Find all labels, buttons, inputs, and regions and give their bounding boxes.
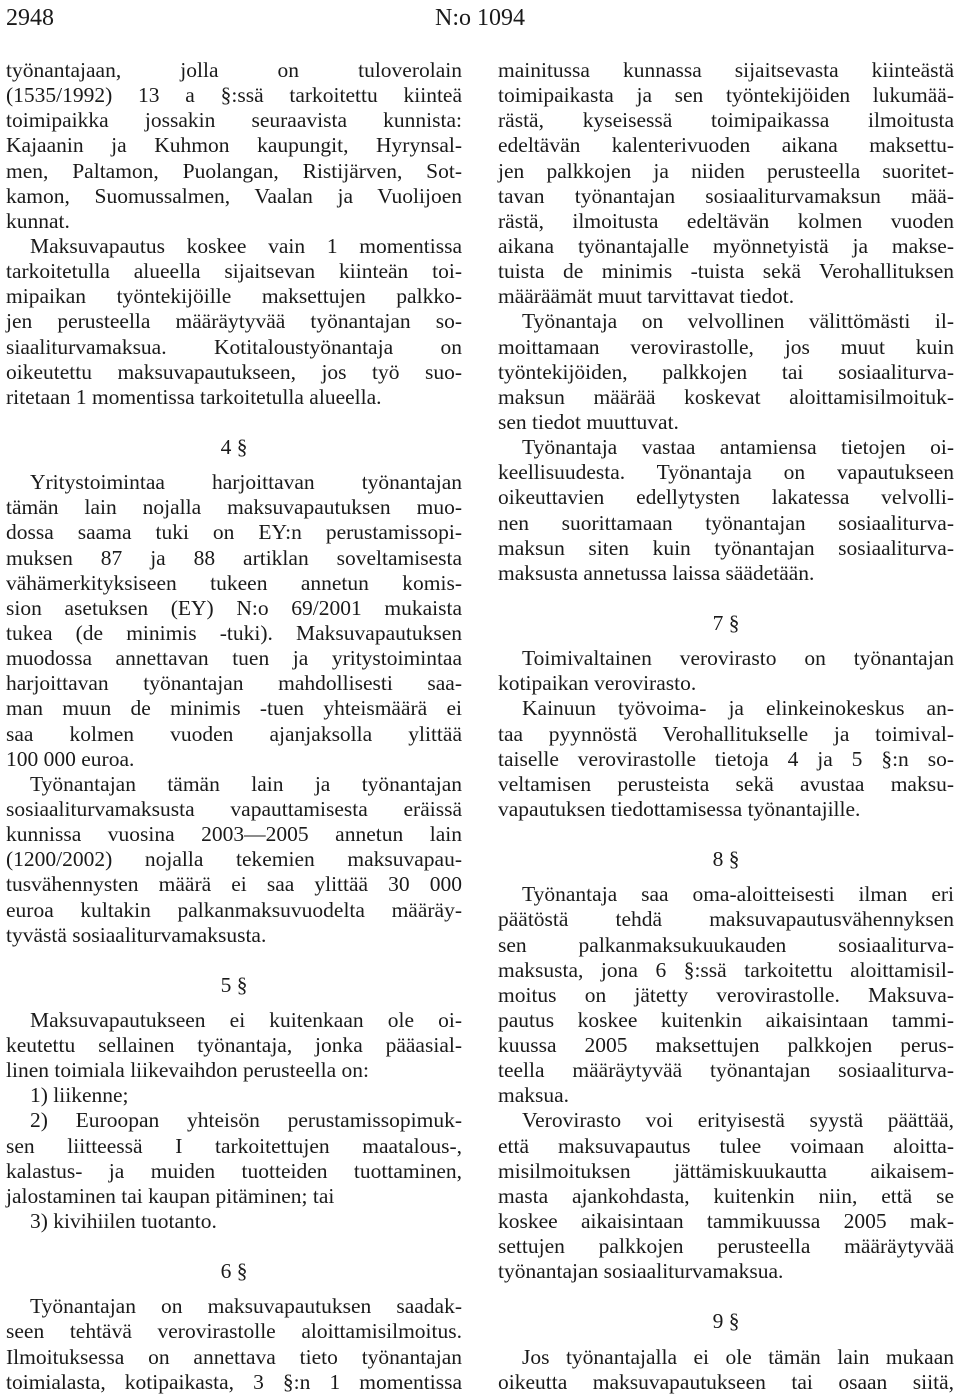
issue-number: N:o 1094 (435, 5, 525, 31)
text-line: dossa saama tuki on EY:n perustamissopi- (6, 520, 462, 545)
right-column (498, 58, 954, 1395)
text-line: päätöstä tehdä maksuvapautusvähennyksen (498, 907, 954, 932)
text-line: toimipaikasta ja sen työntekijöiden lukumää- (498, 83, 954, 108)
text-line: sosiaaliturvamaksusta vapauttamisesta eräissä (6, 796, 462, 821)
text-line: Ilmoituksessa on annettava tieto työnantajan (6, 1344, 462, 1369)
text-line: tarkoitetulla alueella sijaitsevan kiinteän toi- (6, 259, 462, 284)
text-line: oikeutta maksuvapautukseen tai osaan siitä, (498, 1369, 954, 1394)
list-item: 2) Euroopan yhteisön perustamissopimuk- (30, 1108, 462, 1133)
section-gap (6, 1284, 462, 1294)
left-column (6, 58, 462, 1395)
text-line: moitus on jätetty verovirastolle. Maksuva- (498, 982, 954, 1007)
text-line: siaaliturvamaksua. Kotitaloustyönantaja on (6, 334, 462, 359)
text-line: saa kolmen vuoden ajanjaksolla ylittää (6, 721, 462, 746)
section-gap (498, 586, 954, 611)
text-line: rästä, ilmoitusta edeltävän kolmen vuoden (498, 208, 954, 233)
text-line: Työnantajan tämän lain ja työnantajan (30, 771, 462, 796)
text-line: jalostaminen tai kaupan pitäminen; tai (6, 1183, 335, 1208)
section-heading: 5 § (220, 972, 248, 997)
text-line: työnantajaan, jolla on tuloverolain (6, 58, 462, 82)
text-line: työnantajan sosiaaliturvamaksua. (498, 1259, 784, 1284)
section-gap (498, 1284, 954, 1309)
text-line: sen tiedot muuttuvat. (498, 409, 679, 434)
section-gap (498, 636, 954, 646)
section-gap (6, 948, 462, 973)
text-line: maksusta, jona 6 §:ssä tarkoitettu aloittamisil- (498, 957, 954, 982)
text-line: mainitussa kunnassa sijaitsevasta kiinteästä (498, 58, 954, 82)
section-gap (498, 822, 954, 847)
text-line: seen tehtävä verovirastolle aloittamisilmoitus. (6, 1319, 462, 1344)
list-item: 1) liikenne; (30, 1083, 129, 1108)
text-line: Toimivaltainen verovirasto on työnantajan (522, 646, 954, 671)
text-line: tukea (de minimis -tuki). Maksuvapautuksen (6, 620, 462, 645)
text-line: settujen palkkojen perusteella määräytyvää (498, 1234, 954, 1259)
text-line: Kainuun työvoima- ja elinkeinokeskus an- (522, 696, 954, 721)
text-line: kalastus- ja muiden tuotteiden tuottaminen, (6, 1158, 462, 1183)
text-line: taa pyynnöstä Verohallitukselle ja toimival- (498, 721, 954, 746)
text-line: mipaikan työntekijöille maksettujen palkko- (6, 284, 462, 309)
text-line: 100 000 euroa. (6, 746, 135, 771)
text-line: sion asetuksen (EY) N:o 69/2001 mukaista (6, 595, 462, 620)
text-line: kunnat. (6, 208, 70, 233)
text-line: linen toimiala liikevaihdon perusteella on: (6, 1058, 370, 1083)
text-line: Työnantaja vastaa antamiensa tietojen oi- (522, 435, 954, 460)
section-gap (498, 872, 954, 882)
text-line: rästä, kyseisessä toimipaikassa ilmoitusta (498, 108, 954, 133)
text-line: edeltävän kalenterivuoden aikana maksettu- (498, 133, 954, 158)
text-line: keellisuudesta. Työnantaja on vapautukseen (498, 460, 954, 485)
text-line: aikana työnantajalle myönnetyistä ja makse- (498, 233, 954, 258)
text-line: masta ajankohdasta, kuitenkin niin, että se (498, 1183, 954, 1208)
text-line: kuussa 2005 maksettujen palkkojen perus- (498, 1033, 954, 1058)
page-number: 2948 (6, 5, 54, 31)
section-heading: 4 § (220, 434, 248, 459)
text-line: tusvähennysten määrä ei saa ylittää 30 000 (6, 872, 462, 897)
text-line: sen palkanmaksukuukauden sosiaaliturva- (498, 932, 954, 957)
text-line: muodossa annettavan tuen ja yritystoimintaa (6, 646, 462, 671)
text-line: (1535/1992) 13 a §:ssä tarkoitettu kiinteä (6, 83, 462, 108)
text-line: vapautuksen tiedottamisessa työnantajille. (498, 796, 861, 821)
text-line: vähämerkityksiseen tukeen annetun komis- (6, 570, 462, 595)
text-line: harjoittavan työnantajan mahdollisesti saa- (6, 671, 462, 696)
text-line: oikeutettu maksuvapautukseen, jos työ suo- (6, 359, 462, 384)
text-line: sen liitteessä I tarkoitettujen maatalous-, (6, 1133, 462, 1158)
text-line: oikeuttavien edellytysten lakatessa velvolli- (498, 485, 954, 510)
text-line: Maksuvapautus koskee vain 1 momentissa (30, 233, 462, 258)
text-line: euroa kultakin palkanmaksuvuodelta määräy- (6, 897, 462, 922)
text-line: tyvästä sosiaaliturvamaksusta. (6, 922, 267, 947)
section-gap (6, 410, 462, 435)
text-line: maksun määrää koskevat aloittamisilmoituk- (498, 384, 954, 409)
text-line: nen suorittamaan työnantajan sosiaaliturva- (498, 510, 954, 535)
text-line: kamon, Suomussalmen, Vaalan ja Vuolijoen (6, 183, 462, 208)
text-line: että maksuvapautus tulee voimaan aloitta- (498, 1133, 954, 1158)
list-item: 3) kivihiilen tuotanto. (30, 1209, 217, 1234)
text-line: man muun de minimis -tuen yhteismäärä ei (6, 696, 462, 721)
text-line: Kajaanin ja Kuhmon kaupungit, Hyrynsal- (6, 133, 462, 158)
text-line: pautus koskee kuitenkin aikaisintaan tammi- (498, 1007, 954, 1032)
text-line: Yritystoimintaa harjoittavan työnantajan (30, 470, 462, 495)
section-gap (6, 998, 462, 1008)
text-line: kotipaikan verovirasto. (498, 671, 697, 696)
section-heading: 6 § (220, 1259, 248, 1284)
text-line: Verovirasto voi erityisestä syystä päättää, (522, 1108, 954, 1133)
text-line: (1200/2002) nojalla tekemien maksuvapau- (6, 847, 462, 872)
text-line: moittamaan verovirastolle, jos muut kuin (498, 334, 954, 359)
section-gap (6, 460, 462, 470)
section-heading: 7 § (712, 610, 740, 635)
text-line: jen perusteella määräytyvää työnantajan so- (6, 309, 462, 334)
text-line: koskee aikaisintaan tammikuussa 2005 mak- (498, 1209, 954, 1234)
text-line: työntekijöiden, palkkojen tai sosiaaliturva- (498, 359, 954, 384)
text-line: maksusta annetussa laissa säädetään. (498, 560, 815, 585)
text-line: keutettu sellainen työnantaja, jonka pääasial- (6, 1033, 462, 1058)
section-gap (498, 1335, 954, 1345)
text-line: teella määräytyvää työnantajan sosiaaliturva- (498, 1058, 954, 1083)
text-line: Työnantaja on velvollinen välittömästi il- (522, 309, 954, 334)
section-heading: 8 § (712, 847, 740, 872)
text-line: Työnantaja saa oma-aloitteisesti ilman eri (522, 882, 954, 907)
text-line: maksun siten kuin työnantajan sosiaaliturva- (498, 535, 954, 560)
section-gap (6, 1234, 462, 1259)
text-line: veltamisen perusteista sekä avustaa maksu- (498, 771, 954, 796)
text-line: Maksuvapautukseen ei kuitenkaan ole oi- (30, 1007, 462, 1032)
text-line: muksen 87 ja 88 artiklan soveltamisesta (6, 545, 462, 570)
section-heading: 9 § (712, 1309, 740, 1334)
text-line: tämän lain nojalla maksuvapautuksen muo- (6, 495, 462, 520)
text-line: Työnantajan on maksuvapautuksen saadak- (30, 1294, 462, 1319)
text-line: maksua. (498, 1083, 570, 1108)
text-line: kunnissa vuosina 2003—2005 annetun lain (6, 822, 462, 847)
text-line: määräämät muut tarvittavat tiedot. (498, 284, 795, 309)
text-line: ritetaan 1 momentissa tarkoitetulla alueella. (6, 384, 382, 409)
text-line: taiselle verovirastolle tietoja 4 ja 5 §:n so- (498, 746, 954, 771)
text-line: tavan työnantajan sosiaaliturvamaksun mää- (498, 183, 954, 208)
text-line: misilmoituksen jättämiskuukautta aikaisem- (498, 1158, 954, 1183)
text-line: toimialasta, kotipaikasta, 3 §:n 1 momentissa (6, 1369, 462, 1394)
text-line: jen palkkojen ja niiden perusteella suoritet- (498, 158, 954, 183)
text-line: men, Paltamon, Puolangan, Ristijärven, Sot- (6, 158, 462, 183)
text-line: Jos työnantajalla ei ole tämän lain mukaan (522, 1344, 954, 1369)
text-line: toimipaikka jossakin seuraavista kunnista: (6, 108, 462, 133)
text-line: tuista de minimis -tuista sekä Verohallituksen (498, 259, 954, 284)
